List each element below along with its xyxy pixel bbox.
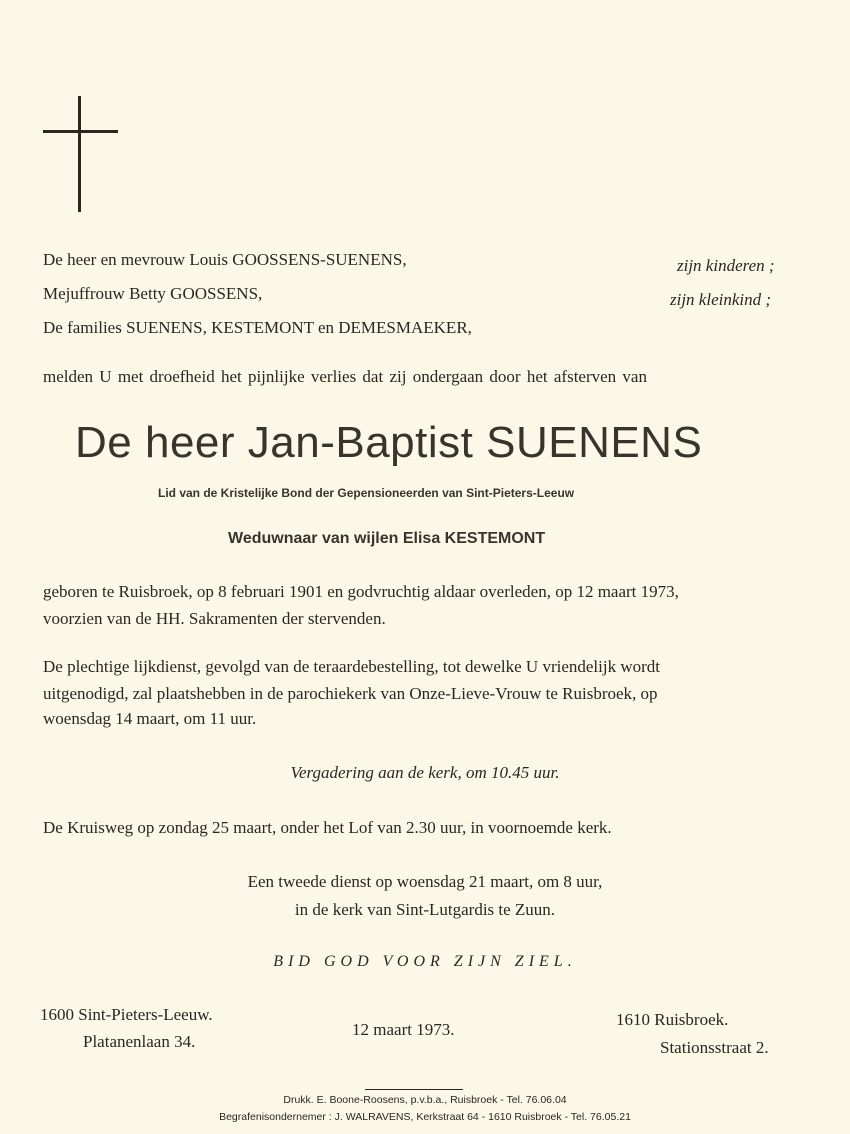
footer-divider <box>365 1089 463 1090</box>
deceased-title: De heer Jan-Baptist SUENENS <box>75 418 703 467</box>
funeral-line-2: uitgenodigd, zal plaatshebben in de parochiekerk van Onze-Lieve-Vrouw te Ruisbroek, op <box>43 684 658 703</box>
address-left-line-2: Platanenlaan 34. <box>83 1032 196 1051</box>
announcer-line-3: De families SUENENS, KESTEMONT en DEMESMAEKER, <box>43 318 472 337</box>
birth-death-line-2: voorzien van de HH. Sakramenten der stervenden. <box>43 609 386 628</box>
announcer-line-1: De heer en mevrouw Louis GOOSSENS-SUENENS, <box>43 250 407 269</box>
announcer-relation-2: zijn kleinkind ; <box>670 290 772 309</box>
widower-text: Weduwnaar van wijlen Elisa KESTEMONT <box>228 530 546 547</box>
announcement-date: 12 maart 1973. <box>352 1020 455 1039</box>
address-left-line-1: 1600 Sint-Pieters-Leeuw. <box>40 1005 213 1024</box>
second-service-line-1: Een tweede dienst op woensdag 21 maart, om 8 uur, <box>247 872 603 891</box>
address-right-line-1: 1610 Ruisbroek. <box>616 1010 729 1029</box>
prayer-text: BID GOD VOOR ZIJN ZIEL. <box>273 953 577 970</box>
cross-horizontal-bar <box>43 130 118 133</box>
membership-text: Lid van de Kristelijke Bond der Gepensioneerden van Sint-Pieters-Leeuw <box>158 486 575 500</box>
address-right-line-2: Stationsstraat 2. <box>660 1038 769 1057</box>
cross-vertical-bar <box>78 96 81 212</box>
funeral-line-3: woensdag 14 maart, om 11 uur. <box>43 709 257 728</box>
announcer-relation-1: zijn kinderen ; <box>677 256 775 275</box>
birth-death-line-1: geboren te Ruisbroek, op 8 februari 1901 en godvruchtig aldaar overleden, op 12 maart 1973, <box>43 582 679 601</box>
stations-text: De Kruisweg op zondag 25 maart, onder het Lof van 2.30 uur, in voornoemde kerk. <box>43 818 612 837</box>
printer-credit: Drukk. E. Boone-Roosens, p.v.b.a., Ruisbroek - Tel. 76.06.04 <box>283 1094 567 1106</box>
funeral-line-1: De plechtige lijkdienst, gevolgd van de teraardebestelling, tot dewelke U vriendelijk wordt <box>43 657 661 676</box>
undertaker-credit: Begrafenisondernemer : J. WALRAVENS, Kerkstraat 64 - 1610 Ruisbroek - Tel. 76.05.21 <box>219 1111 631 1123</box>
gathering-text: Vergadering aan de kerk, om 10.45 uur. <box>290 763 560 782</box>
intro-text: melden U met droefheid het pijnlijke verlies dat zij ondergaan door het afsterven van <box>43 367 647 386</box>
announcer-line-2: Mejuffrouw Betty GOOSSENS, <box>43 284 263 303</box>
second-service-line-2: in de kerk van Sint-Lutgardis te Zuun. <box>294 900 556 919</box>
